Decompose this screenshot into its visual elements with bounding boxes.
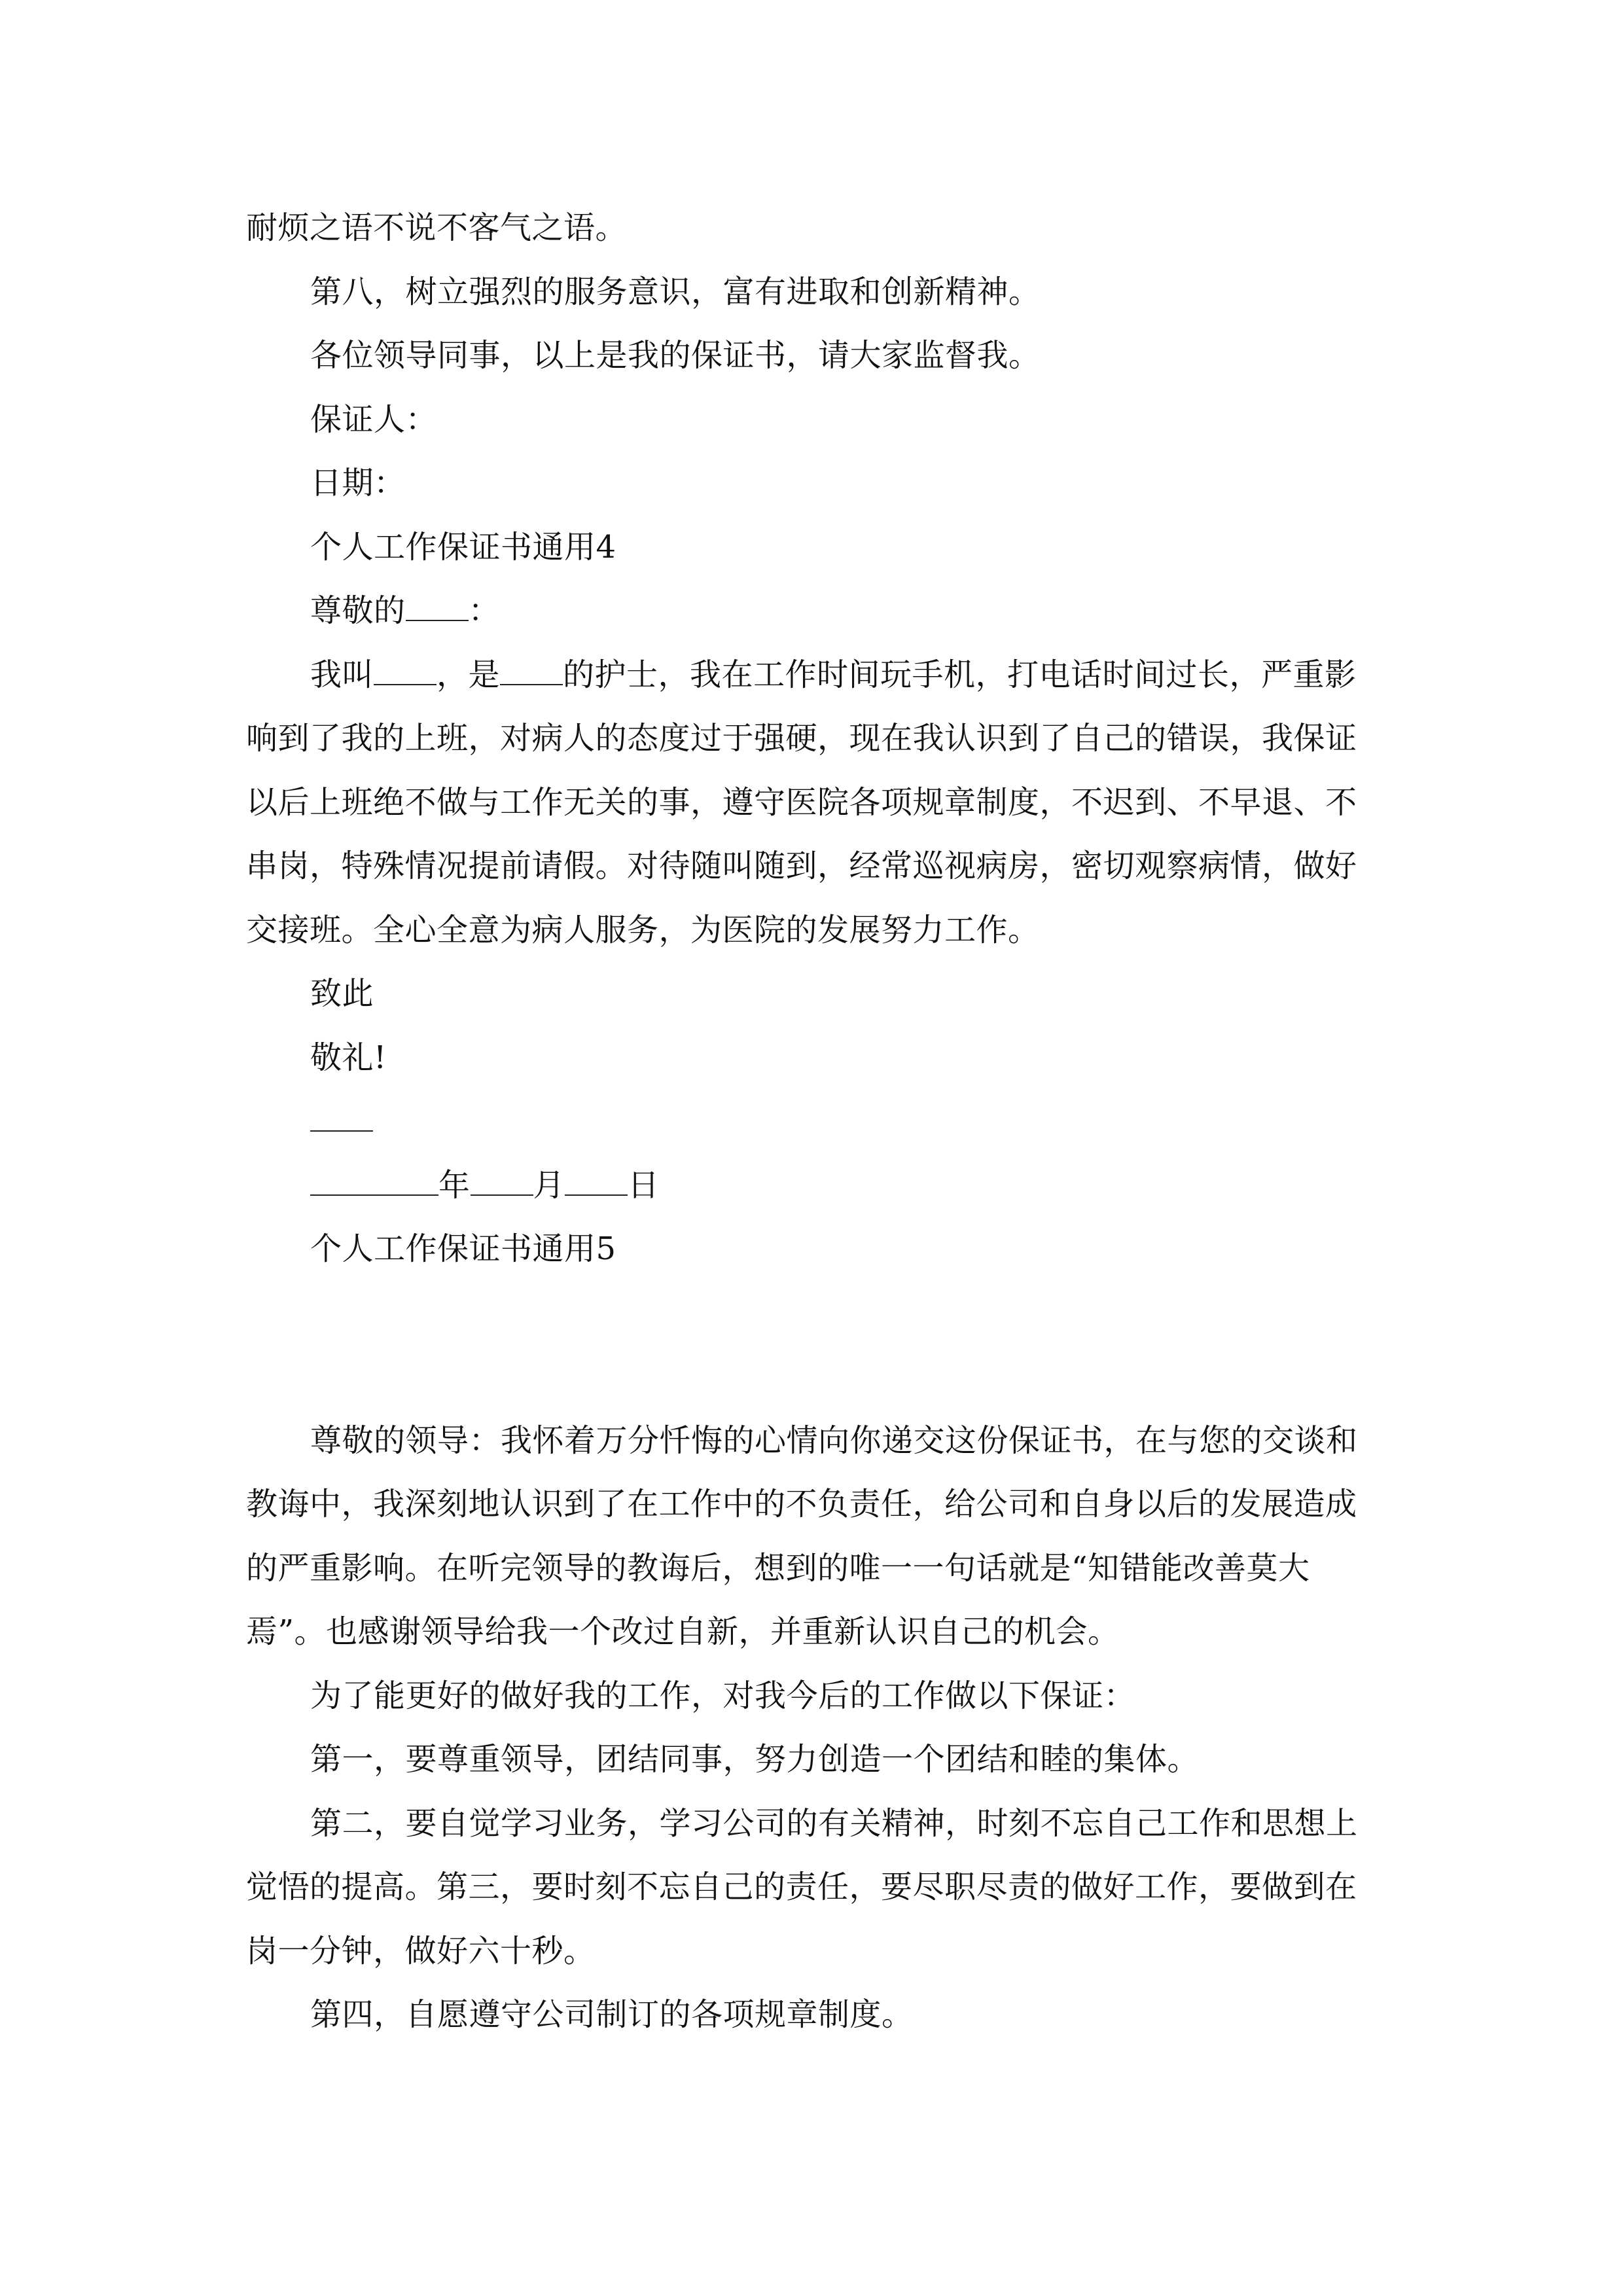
closing-line: 致此 (310, 975, 374, 1012)
text-line: 各位领导同事，以上是我的保证书，请大家监督我。 (310, 337, 1041, 374)
text-line: 耐烦之语不说不客气之语。 (246, 209, 628, 246)
text-line: 的严重影响。在听完领导的教诲后，想到的唯一一句话就是“知错能改善莫大 (246, 1549, 1310, 1587)
text-segment: ，是 (437, 656, 501, 693)
month-label: 月 (533, 1166, 565, 1204)
signature-line (246, 1090, 1378, 1154)
date-line (246, 1154, 1378, 1218)
guarantor-label: 保证人： (310, 401, 438, 438)
text-segment: 的护士，我在工作时间玩手机，打电话时间过长，严重影 (563, 656, 1357, 693)
section-title: 个人工作保证书通用5 (310, 1230, 616, 1267)
text-line: 尊敬的领导：我怀着万分忏悔的心情向你递交这份保证书，在与您的交谈和 (310, 1422, 1358, 1459)
signature-blank (310, 1102, 373, 1132)
promise-item: 第四，自愿遵守公司制订的各项规章制度。 (310, 1996, 914, 2033)
promise-item: 第二，要自觉学习业务，学习公司的有关精神，时刻不忘自己工作和思想上 (310, 1804, 1358, 1842)
section-title: 个人工作保证书通用4 (310, 528, 616, 565)
year-blank (310, 1166, 438, 1195)
text-segment: 我叫 (310, 656, 374, 693)
spacer (246, 1282, 1378, 1409)
blank-field (374, 655, 437, 685)
closing-line: 敬礼! (310, 1039, 387, 1076)
text-line: 为了能更好的做好我的工作，对我今后的工作做以下保证： (310, 1677, 1136, 1714)
text-line: 觉悟的提高。第三，要时刻不忘自己的责任，要尽职尽责的做好工作，要做到在 (246, 1869, 1357, 1905)
salutation-suffix: ： (468, 592, 501, 629)
day-label: 日 (628, 1166, 660, 1204)
text-line: 以后上班绝不做与工作无关的事，遵守医院各项规章制度，不迟到、不早退、不 (246, 783, 1357, 821)
text-line: 教诲中，我深刻地认识到了在工作中的不负责任，给公司和自身以后的发展造成 (246, 1486, 1357, 1522)
document-body (246, 196, 1378, 2047)
text-line: 焉”。也感谢领导给我一个改过自新，并重新认识自己的机会。 (246, 1613, 1120, 1650)
nurse-paragraph-first-line (246, 643, 1378, 708)
salutation-prefix: 尊敬的 (310, 592, 406, 629)
promise-item: 第一，要尊重领导，团结同事，努力创造一个团结和睦的集体。 (310, 1741, 1200, 1778)
text-line: 交接班。全心全意为病人服务，为医院的发展努力工作。 (246, 911, 1040, 948)
blank-field (500, 655, 563, 685)
text-line: 岗一分钟，做好六十秒。 (246, 1932, 596, 1969)
text-line: 响到了我的上班，对病人的态度过于强硬，现在我认识到了自己的错误，我保证 (246, 720, 1357, 757)
month-blank (471, 1166, 533, 1195)
year-label: 年 (438, 1166, 471, 1204)
blank-field (406, 592, 469, 621)
text-line: 串岗，特殊情况提前请假。对待随叫随到，经常巡视病房，密切观察病情，做好 (246, 848, 1357, 884)
text-line: 第八，树立强烈的服务意识，富有进取和创新精神。 (310, 273, 1041, 310)
salutation (246, 579, 1378, 643)
date-label: 日期： (310, 465, 406, 501)
day-blank (565, 1166, 628, 1195)
